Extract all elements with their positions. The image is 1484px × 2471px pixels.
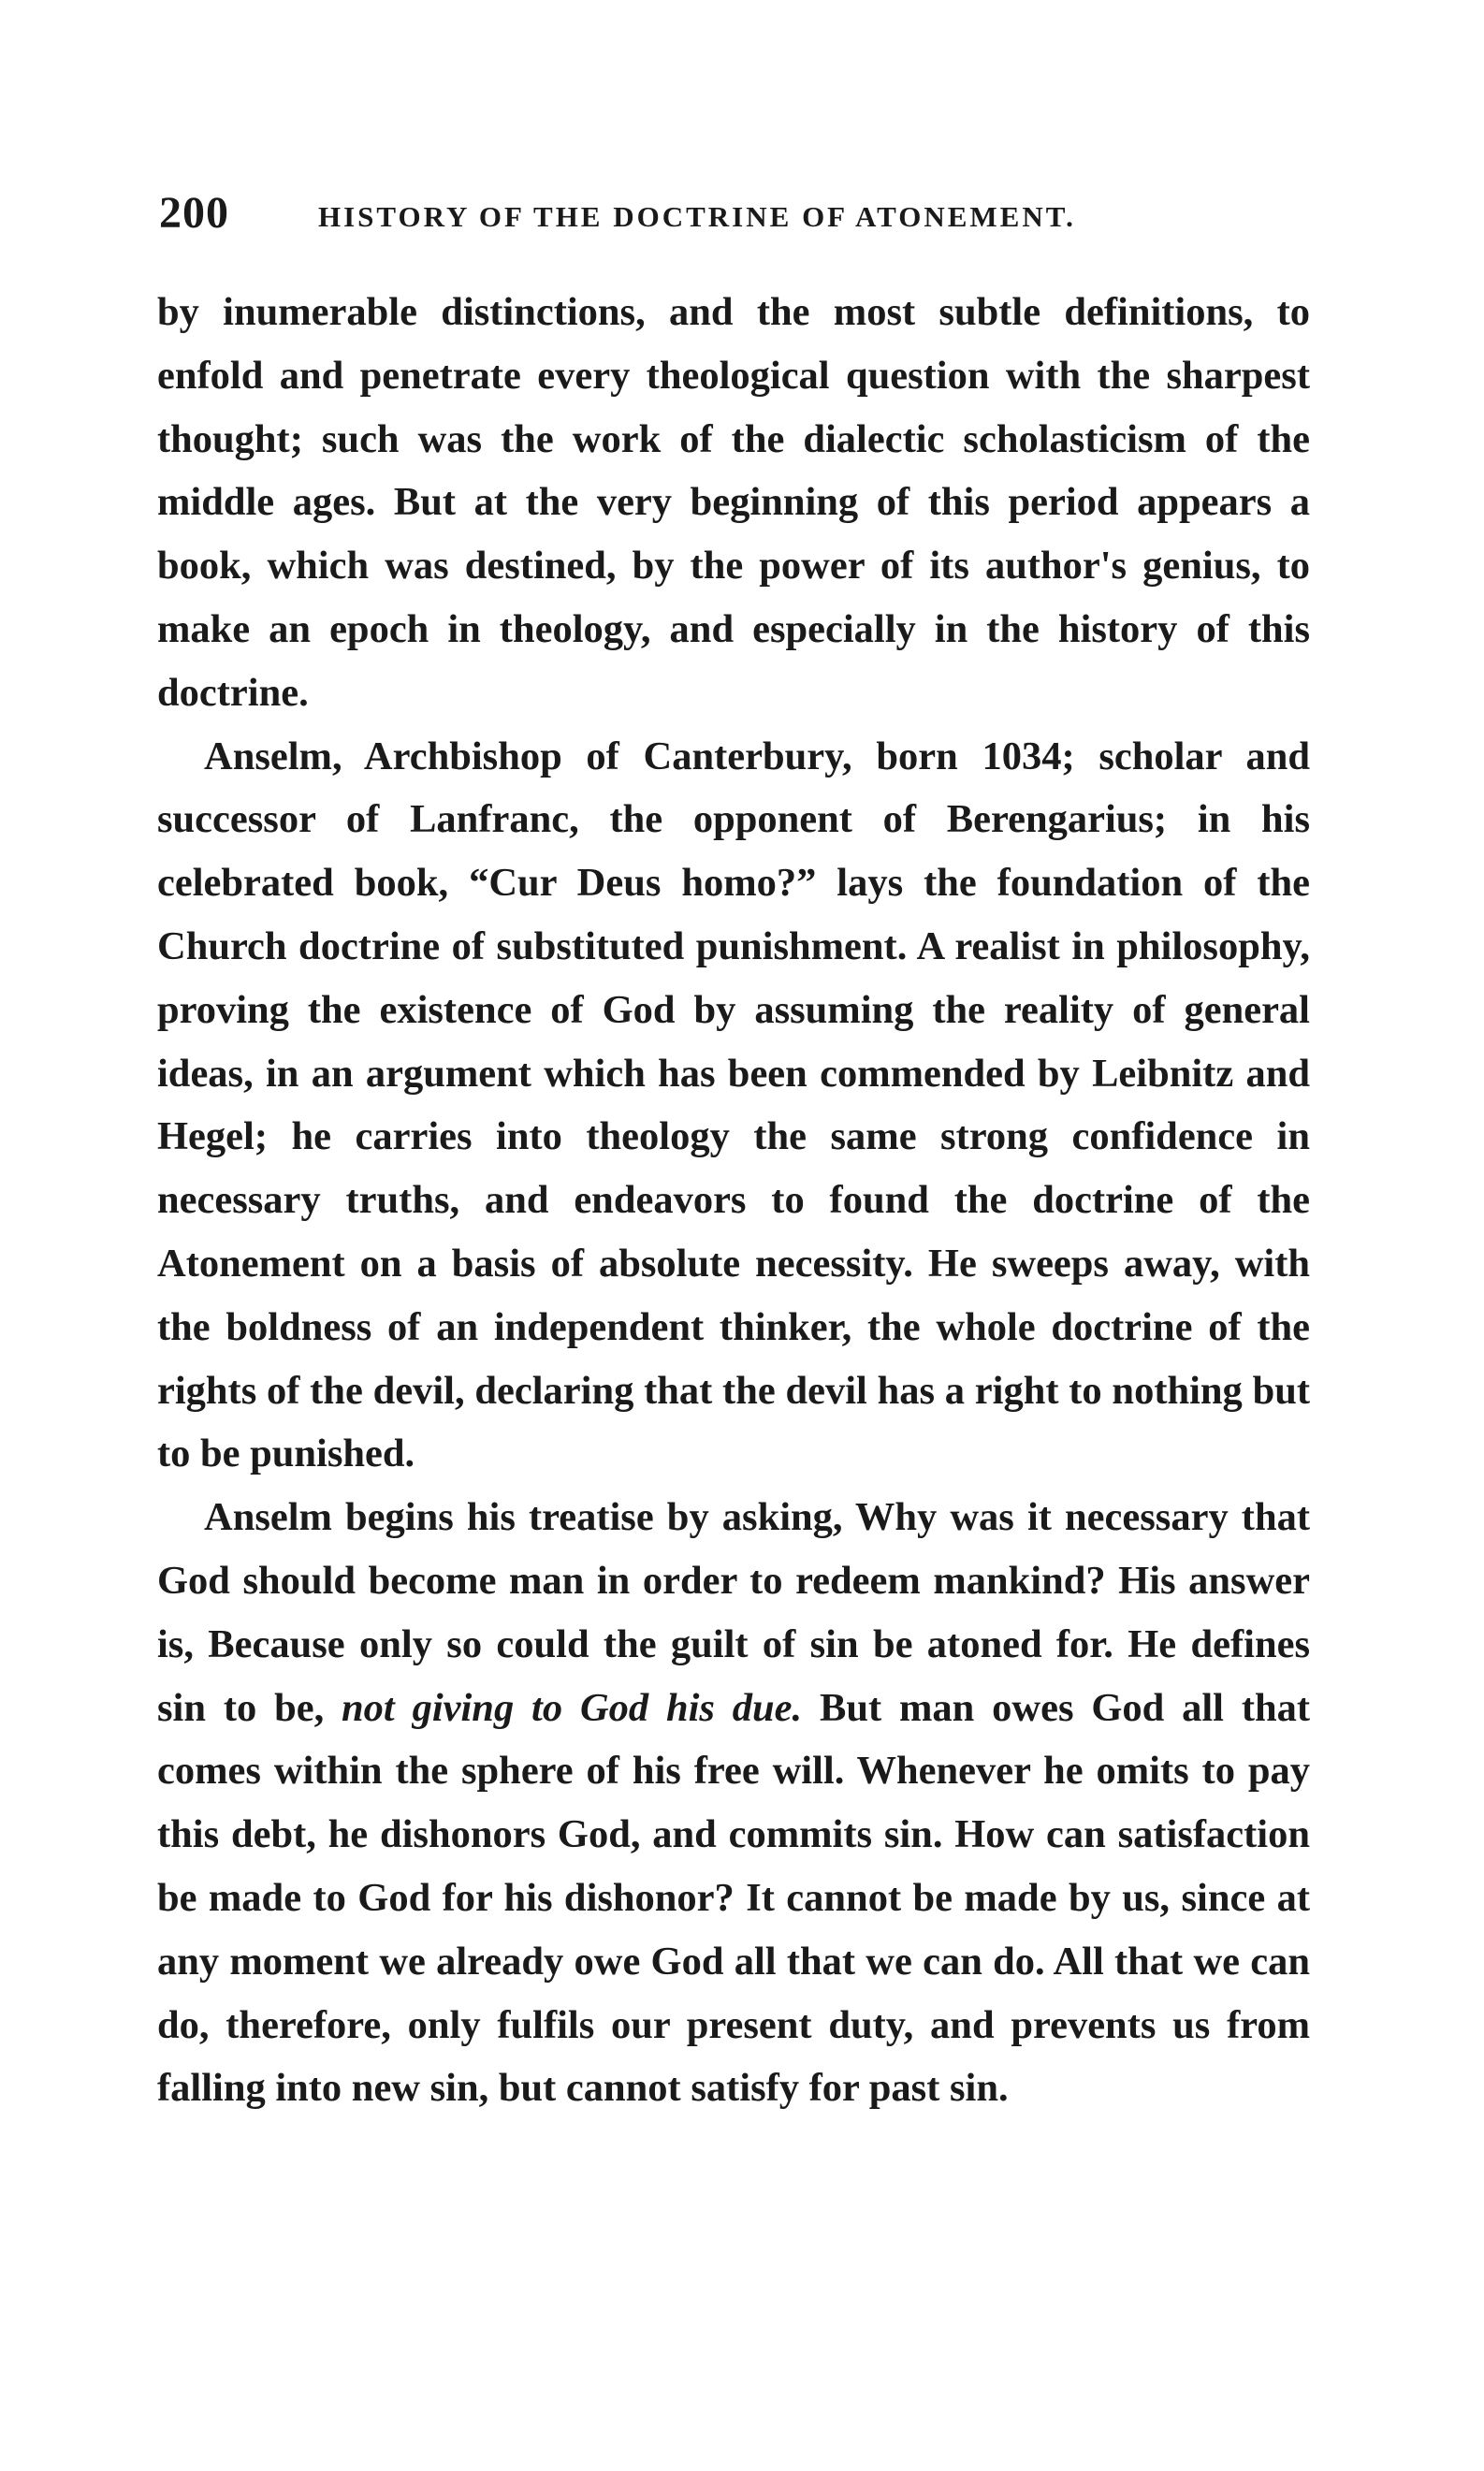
emphasis-not-giving-god-his-due: not giving to God his due. bbox=[342, 1685, 803, 1730]
body-text bbox=[157, 281, 1310, 2120]
paragraph-anselm-treatise bbox=[157, 1486, 1310, 2120]
page-header bbox=[159, 187, 1319, 243]
paragraph-text-before: Anselm begins his treatise by asking, Why was it necessary that God should become man in order to redeem mankind? His answer is, Because only so could the guilt of sin be atoned for. He defines sin to be, bbox=[157, 1495, 1310, 1730]
paragraph-anselm-intro: Anselm, Archbishop of Canterbury, born 1034; scholar and successor of Lanfranc, the opponent of Berengarius; in his celebrated book, “Cur Deus homo?” lays the foundation of the Church doctrine of substituted punishment. A realist in philosophy, proving the existence of God by assuming the reality of general ideas, in an argument which has been commended by Leibnitz and Hegel; he carries into theology the same strong confidence in necessary truths, and endeavors to found the doctrine of the Atonement on a basis of absolute necessity. He sweeps away, with the boldness of an independent thinker, the whole doctrine of the rights of the devil, declaring that the devil has a right to nothing but to be punished. bbox=[157, 734, 1310, 1476]
page-number: 200 bbox=[159, 188, 229, 238]
paragraph-text-after: But man owes God all that comes within the sphere of his free will. Whenever he omits to pay this debt, he dishonors God, and commits sin. How can satisfaction be made to God for his dishonor? It cannot be made by us, since at any moment we already owe God all that we can do. All that we can do, therefore, only fulfils our present duty, and prevents us from falling into new sin, but cannot satisfy for past sin. bbox=[157, 1685, 1311, 2111]
paragraph-continuation: by inumerable distinctions, and the most subtle definitions, to enfold and penetrate every theological question with the sharpest thought; such was the work of the dialectic scholasticism of the middle ages. But at the very beginning of this period appears a book, which was destined, by the power of its author's genius, to make an epoch in theology, and especially in the history of this doctrine. bbox=[157, 290, 1310, 715]
running-head: HISTORY OF THE DOCTRINE OF ATONEMENT. bbox=[318, 200, 1076, 233]
